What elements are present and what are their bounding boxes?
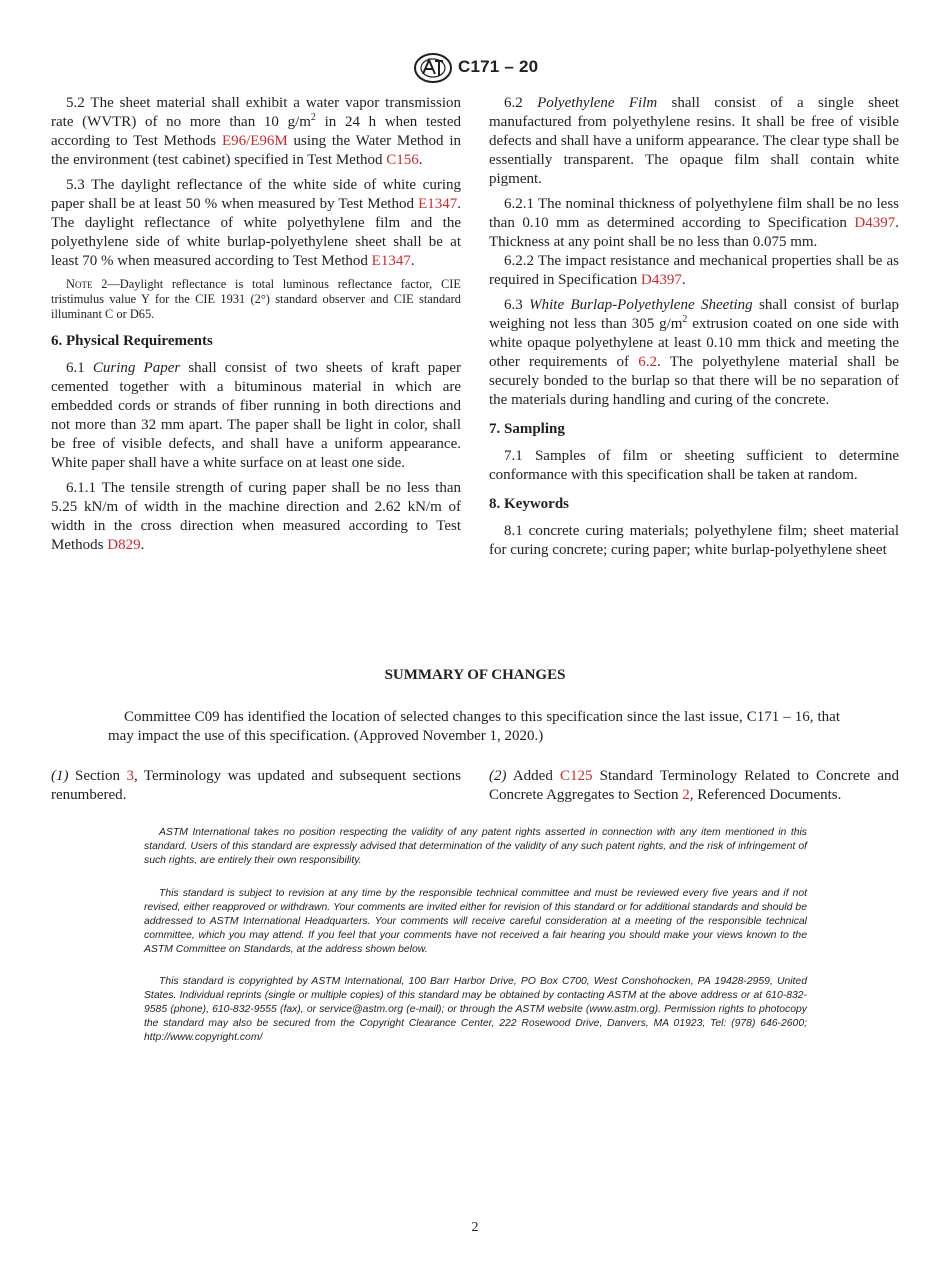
- paragraph-6-2-2: 6.2.2 The impact resistance and mechanical properties shall be as required in Specification D4397.: [489, 253, 900, 288]
- link-section-2[interactable]: 2: [682, 787, 690, 803]
- astm-logo-icon: [413, 52, 453, 84]
- section-7-heading: 7. Sampling: [489, 421, 565, 437]
- change-item-1: (1) Section 3, Terminology was updated and subsequent sections renumbered.: [51, 768, 462, 803]
- paragraph-7-1: 7.1 Samples of film or sheeting sufficient to determine conformance with this specification shall be taken at random.: [489, 448, 899, 483]
- page-header: [0, 52, 950, 86]
- page-number: 2: [471, 1220, 479, 1235]
- section-6-heading: 6. Physical Requirements: [51, 333, 213, 349]
- note-2: Note 2—Daylight reflectance is total luminous reflectance factor, CIE tristimulus value Y for the CIE 1931 (2°) standard observer and CIE standard illuminant C or D65.: [51, 277, 461, 321]
- paragraph-6-3: 6.3 White Burlap-Polyethylene Sheeting shall consist of burlap weighing not less than 305 $g/m^2$ extrusion coated on one side with white opaque polyethylene at least 0.10 mm thick and meeting the other requirements of 6.2. The polyethylene material shall be securely bonded to the burlap so that there will be no separation of the materials during handling and curing of the concrete.: [489, 297, 899, 408]
- left-column: [51, 94, 461, 561]
- link-d4397-2[interactable]: D4397: [641, 272, 682, 288]
- revision-disclaimer: This standard is subject to revision at any time by the responsible technical committee and must be reviewed every five years and if not revised, either reapproved or withdrawn. Your comments are invited either for revision of this standard or for additional standards and should be addressed to ASTM International Headquarters. Your comments will receive careful consideration at a meeting of the responsible technical committee, which you may attend. If you feel that your comments have not received a fair hearing you should make your views known to the ASTM Committee on Standards, at the address shown below.: [144, 888, 807, 955]
- link-e1347[interactable]: E1347: [418, 196, 458, 212]
- patent-disclaimer: ASTM International takes no position respecting the validity of any patent rights asserted in connection with any item mentioned in this standard. Users of this standard are expressly advised that determination of the validity of any such patent rights, and the risk of infringement of such rights, are entirely their own responsibility.: [144, 827, 807, 866]
- paragraph-8-1: 8.1 concrete curing materials; polyethylene film; sheet material for curing concrete; curing paper; white burlap-polyethylene sheet: [489, 523, 900, 558]
- link-section-3[interactable]: 3: [126, 768, 134, 784]
- change-item-2: (2) Added C125 Standard Terminology Related to Concrete and Concrete Aggregates to Section 2, Referenced Documents.: [489, 768, 899, 803]
- right-column: [489, 94, 899, 566]
- paragraph-6-2: 6.2 Polyethylene Film shall consist of a single sheet manufactured from polyethylene resins. It shall be free of visible defects and shall have a uniform appearance. The clear type shall be essentially transparent. The opaque film shall contain white pigment.: [489, 95, 899, 187]
- summary-of-changes-title: SUMMARY OF CHANGES: [384, 667, 566, 683]
- copyright-notice: This standard is copyrighted by ASTM International, 100 Barr Harbor Drive, PO Box C700, West Conshohocken, PA 19428-2959, United States. Individual reprints (single or multiple copies) of this standard may be obtained by contacting ASTM at the above address or at 610-832-9585 (phone), 610-832-9555 (fax), or service@astm.org (e-mail); or through the ASTM website (www.astm.org). Permission rights to photocopy the standard may also be secured from the Copyright Clearance Center, 222 Rosewood Drive, Danvers, MA 01923, Tel: (978) 646-2600; http://www.copyright.com/: [144, 976, 807, 1043]
- link-6-2[interactable]: 6.2: [638, 354, 658, 370]
- standard-designation: C171 – 20: [458, 57, 539, 76]
- link-e1347-2[interactable]: E1347: [371, 253, 411, 269]
- section-8-heading: 8. Keywords: [489, 496, 569, 512]
- link-c125[interactable]: C125: [559, 768, 593, 784]
- link-e96[interactable]: E96/E96M: [221, 133, 288, 149]
- link-d4397[interactable]: D4397: [854, 215, 896, 231]
- paragraph-5-2: 5.2 The sheet material shall exhibit a water vapor transmission rate (WVTR) of no more than 10 $g/m^2$ in 24 h when tested according to Test Methods E96/E96M using the Water Method in the environment (test cabinet) specified in Test Method C156.: [51, 95, 462, 168]
- paragraph-6-1-1: 6.1.1 The tensile strength of curing paper shall be no less than 5.25 kN/m of width in the machine direction and 2.62 kN/m of width in the cross direction when measured according to Test Methods D829.: [51, 480, 461, 553]
- paragraph-6-1: 6.1 Curing Paper shall consist of two sheets of kraft paper cemented together with a bituminous material in which are embedded cords or strands of fiber running in both directions and not more than 32 mm apart. The paper shall be light in color, shall be free of visible defects, and shall have a uniform appearance. White paper shall have a white surface on at least one side.: [51, 360, 462, 471]
- link-c156[interactable]: C156: [386, 152, 419, 168]
- link-d829[interactable]: D829: [107, 537, 141, 553]
- summary-intro: Committee C09 has identified the location of selected changes to this specification since the last issue, C171 – 16, that may impact the use of this specification. (Approved November 1, 2020.): [108, 709, 840, 744]
- paragraph-6-2-1: 6.2.1 The nominal thickness of polyethylene film shall be no less than 0.10 mm as determined according to Specification D4397. Thickness at any point shall be no less than 0.075 mm.: [489, 196, 899, 250]
- paragraph-5-3: 5.3 The daylight reflectance of the white side of white curing paper shall be at least 50 % when measured by Test Method E1347. The daylight reflectance of white polyethylene film and the polyethylene side of white burlap-polyethylene sheet shall be at least 70 % when measured according to Test Method E1347.: [51, 177, 461, 269]
